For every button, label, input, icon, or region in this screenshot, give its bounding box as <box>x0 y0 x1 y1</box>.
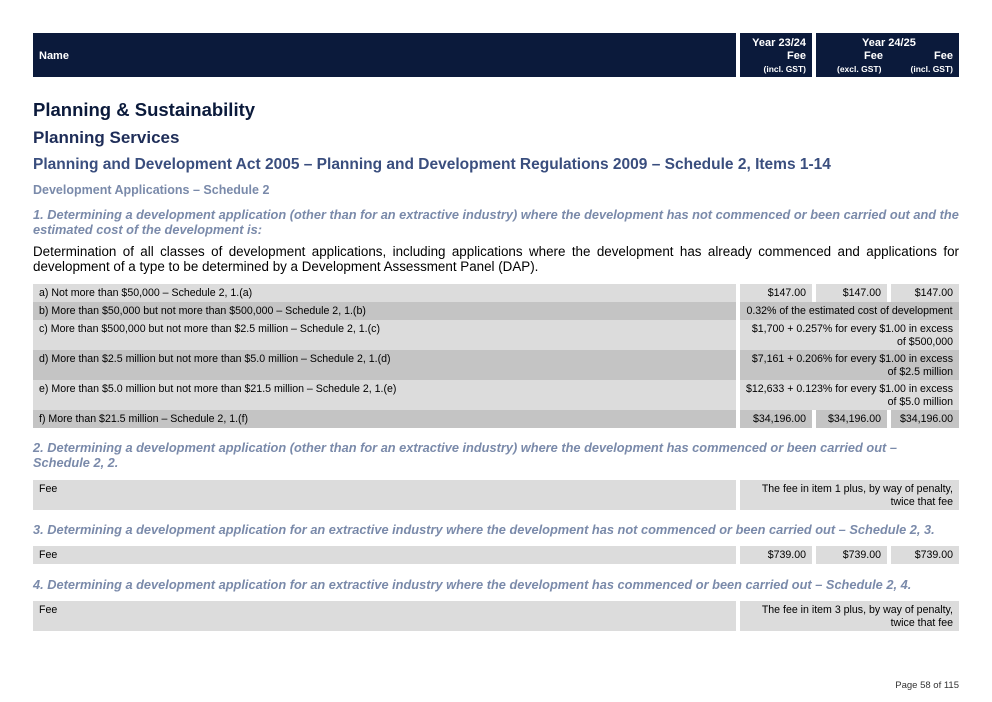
section-title: Development Applications – Schedule 2 <box>33 183 270 197</box>
header-gst-label: (incl. GST) <box>910 64 953 74</box>
table-row <box>33 601 959 631</box>
item-1-heading: 1. Determining a development application (other than for an extractive industry) where the development has not commenced or been carried out and the estimated cost of the development is: <box>33 207 959 237</box>
row-name: a) Not more than $50,000 – Schedule 2, 1.(a) <box>33 284 736 302</box>
header-year-2425-cell <box>816 33 959 77</box>
row-name: c) More than $500,000 but not more than $2.5 million – Schedule 2, 1.(c) <box>33 320 736 350</box>
fee-2425-incl: $739.00 <box>891 546 959 564</box>
row-name: Fee <box>33 480 736 510</box>
fee-2324: $34,196.00 <box>740 410 812 428</box>
row-name: Fee <box>33 601 736 631</box>
fee-span: $1,700 + 0.257% for every $1.00 in excess of $500,000 <box>740 320 959 350</box>
row-name: f) More than $21.5 million – Schedule 2, 1.(f) <box>33 410 736 428</box>
header-gst-label: (excl. GST) <box>837 64 882 74</box>
row-name: d) More than $2.5 million but not more than $5.0 million – Schedule 2, 1.(d) <box>33 350 736 380</box>
row-name: Fee <box>33 546 736 564</box>
fee-2425-incl: $34,196.00 <box>891 410 959 428</box>
header-name-label: Name <box>39 50 69 62</box>
fee-span: $12,633 + 0.123% for every $1.00 in excess of $5.0 million <box>740 380 959 410</box>
department-title: Planning & Sustainability <box>33 99 256 120</box>
table-row <box>33 350 959 380</box>
table-row <box>33 380 959 410</box>
table-row <box>33 480 959 510</box>
fee-span: $7,161 + 0.206% for every $1.00 in excess of $2.5 million <box>740 350 959 380</box>
table-row <box>33 410 959 428</box>
fee-2425-excl: $34,196.00 <box>816 410 887 428</box>
service-title: Planning Services <box>33 128 180 147</box>
header-fee-label: Fee <box>864 50 883 62</box>
fee-2324: $739.00 <box>740 546 812 564</box>
legislation-title: Planning and Development Act 2005 – Planning and Development Regulations 2009 – Schedule 2, Items 1-14 <box>33 156 831 173</box>
table-row <box>33 546 959 564</box>
item-1-description: Determination of all classes of development applications, including applications where the development has already commenced and applications for development of a type to be determined by a Development Assessment Panel (DAP). <box>33 244 959 274</box>
item-4-heading: 4. Determining a development application for an extractive industry where the development has commenced or been carried out – Schedule 2, 4. <box>33 577 912 592</box>
fee-2324: $147.00 <box>740 284 812 302</box>
header-name-cell <box>33 33 736 77</box>
header-gst-label: (incl. GST) <box>763 64 806 74</box>
header-year-2324-label: Year 23/24 <box>752 37 806 49</box>
page-number: Page 58 of 115 <box>895 680 959 691</box>
header-year-2324-cell <box>740 33 812 77</box>
item-3-heading: 3. Determining a development application for an extractive industry where the development has not commenced or been carried out – Schedule 2, 3. <box>33 522 935 537</box>
row-name: e) More than $5.0 million but not more than $21.5 million – Schedule 2, 1.(e) <box>33 380 736 410</box>
fee-span: 0.32% of the estimated cost of development <box>740 302 959 320</box>
table-row <box>33 302 959 320</box>
table-row <box>33 284 959 302</box>
fee-2425-excl: $147.00 <box>816 284 887 302</box>
row-name: b) More than $50,000 but not more than $500,000 – Schedule 2, 1.(b) <box>33 302 736 320</box>
fee-span: The fee in item 3 plus, by way of penalty, twice that fee <box>740 601 959 631</box>
fee-span: The fee in item 1 plus, by way of penalty, twice that fee <box>740 480 959 510</box>
table-row <box>33 320 959 350</box>
fee-2425-incl: $147.00 <box>891 284 959 302</box>
header-fee-label: Fee <box>934 50 953 62</box>
header-fee-label: Fee <box>787 50 806 62</box>
header-year-2425-label: Year 24/25 <box>862 37 916 49</box>
item-2-heading: 2. Determining a development application (other than for an extractive industry) where the development has commenced or been carried out – Schedule 2, 2. <box>33 440 897 470</box>
fee-2425-excl: $739.00 <box>816 546 887 564</box>
